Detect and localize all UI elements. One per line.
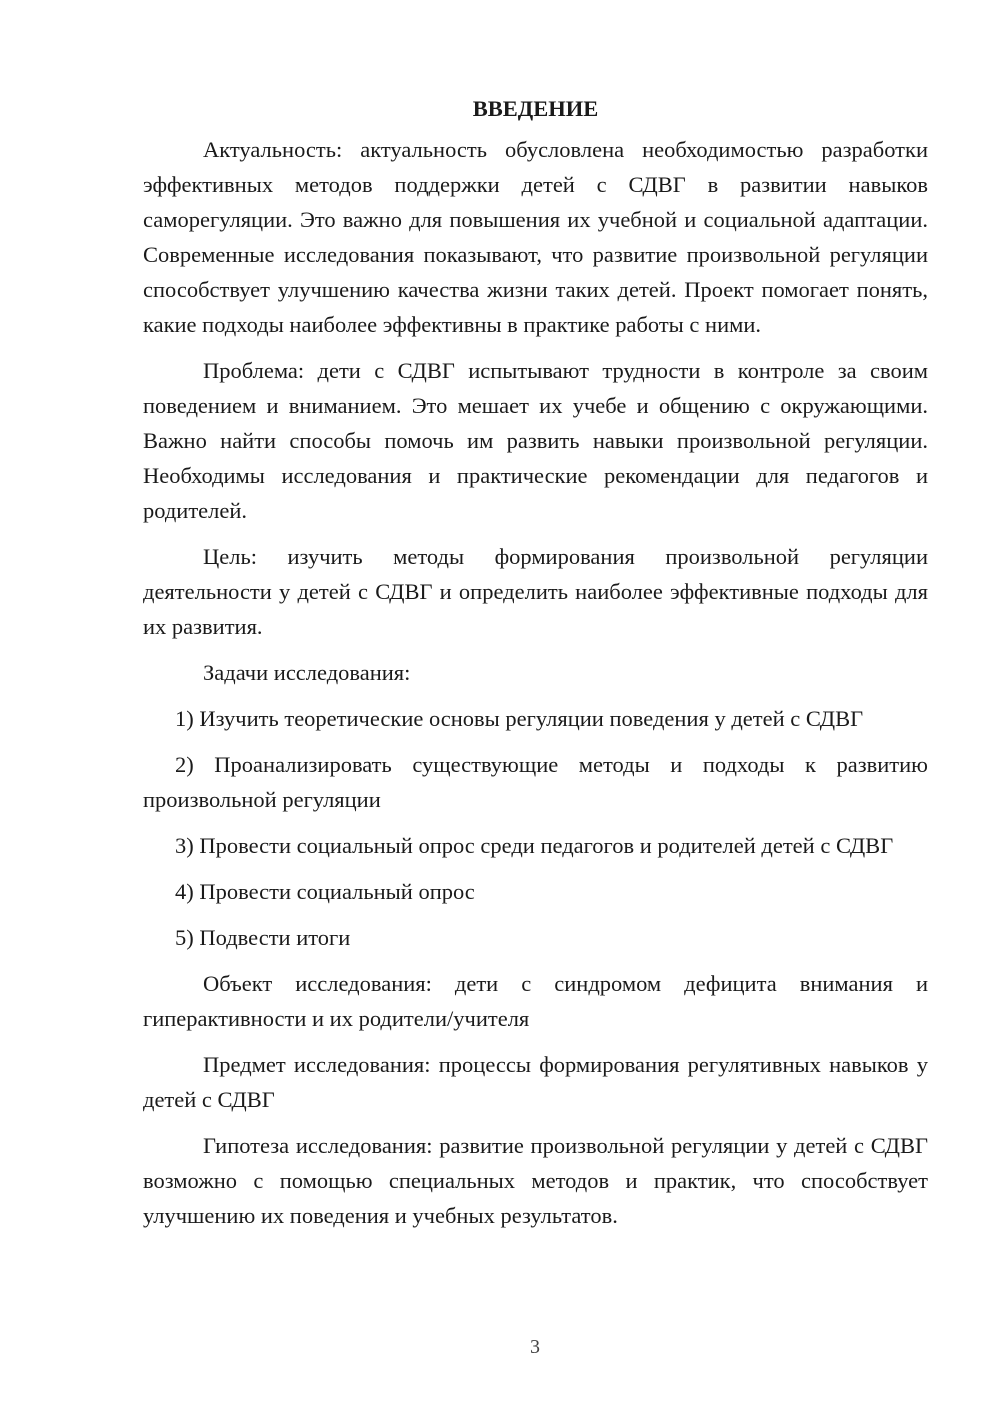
paragraph-relevance: Актуальность: актуальность обусловлена необходимостью разработки эффективных методов поддержки детей с СДВГ в развитии навыков саморегуляции. Это важно для повышения их учебной и социальной адаптации. Современные исследования показывают, что развитие произвольной регуляции способствует улучшению качества жизни таких детей. Проект помогает понять, какие подходы наиболее эффективны в практике работы с ними. bbox=[143, 137, 928, 337]
paragraph-object: Объект исследования: дети с синдромом дефицита внимания и гиперактивности и их родители/учителя bbox=[143, 971, 928, 1031]
task-item-3: 3) Провести социальный опрос среди педагогов и родителей детей с СДВГ bbox=[175, 833, 894, 858]
page-number: 3 bbox=[530, 1336, 540, 1358]
task-item-5: 5) Подвести итоги bbox=[175, 925, 351, 950]
paragraph-subject: Предмет исследования: процессы формирования регулятивных навыков у детей с СДВГ bbox=[143, 1052, 928, 1112]
paragraph-hypothesis: Гипотеза исследования: развитие произвольной регуляции у детей с СДВГ возможно с помощью специальных методов и практик, что способствует улучшению их поведения и учебных результатов. bbox=[143, 1133, 928, 1228]
task-item-4: 4) Провести социальный опрос bbox=[175, 879, 475, 904]
paragraph-goal: Цель: изучить методы формирования произвольной регуляции деятельности у детей с СДВГ и определить наиболее эффективные подходы для их развития. bbox=[143, 544, 928, 639]
tasks-heading: Задачи исследования: bbox=[203, 660, 411, 685]
page-content bbox=[143, 91, 928, 1244]
task-item-1: 1) Изучить теоретические основы регуляции поведения у детей с СДВГ bbox=[175, 706, 864, 731]
task-item-2: 2) Проанализировать существующие методы и подходы к развитию произвольной регуляции bbox=[143, 752, 928, 812]
section-title: ВВЕДЕНИЕ bbox=[472, 96, 599, 121]
paragraph-problem: Проблема: дети с СДВГ испытывают трудности в контроле за своим поведением и вниманием. Это мешает их учебе и общению с окружающими. Важно найти способы помочь им развить навыки произвольной регуляции. Необходимы исследования и практические рекомендации для педагогов и родителей. bbox=[143, 358, 928, 523]
